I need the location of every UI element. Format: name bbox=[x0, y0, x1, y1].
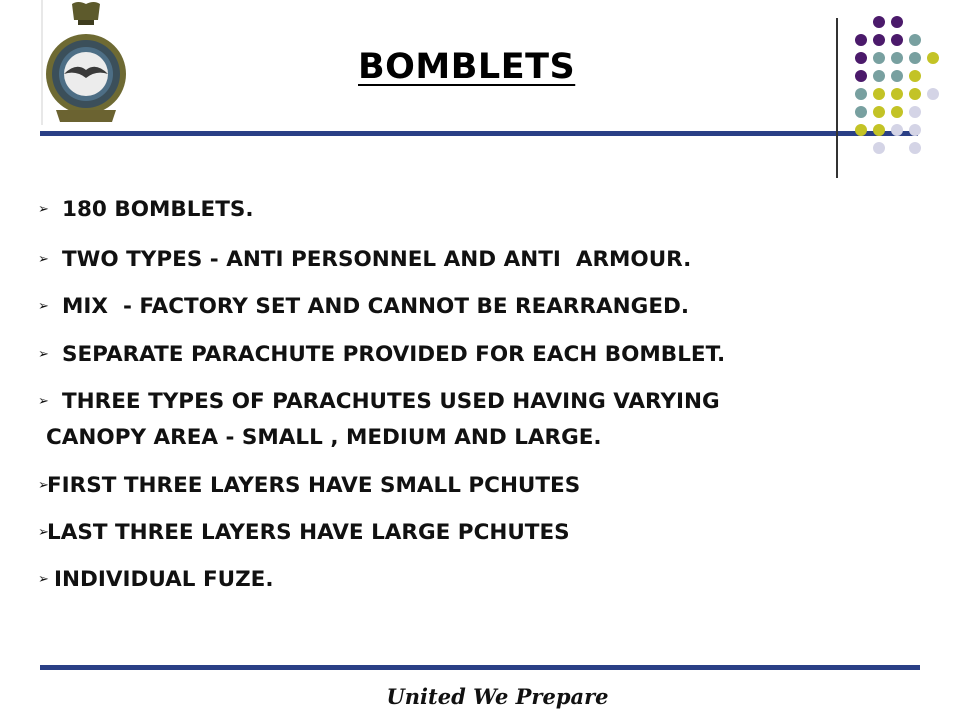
footer-motto: United We Prepare bbox=[386, 684, 609, 709]
decorative-dot-grid-icon bbox=[850, 10, 940, 160]
bullet-text: CANOPY AREA - SMALL , MEDIUM AND LARGE. bbox=[46, 425, 602, 450]
footer-rule bbox=[40, 665, 920, 670]
bullet-text: THREE TYPES OF PARACHUTES USED HAVING VARYING bbox=[62, 389, 720, 414]
college-crest-logo-icon bbox=[38, 0, 134, 125]
arrow-bullet-icon: ➢ bbox=[38, 572, 49, 587]
arrow-bullet-icon: ➢ bbox=[38, 394, 49, 409]
bullet-text: FIRST THREE LAYERS HAVE SMALL PCHUTES bbox=[47, 473, 581, 498]
bullet-text: INDIVIDUAL FUZE. bbox=[54, 567, 274, 592]
header-rule bbox=[40, 131, 918, 136]
arrow-bullet-icon: ➢ bbox=[38, 525, 49, 540]
arrow-bullet-icon: ➢ bbox=[38, 299, 49, 314]
bullet-text: TWO TYPES - ANTI PERSONNEL AND ANTI ARMOUR. bbox=[62, 247, 692, 272]
bullet-text: LAST THREE LAYERS HAVE LARGE PCHUTES bbox=[47, 520, 570, 545]
arrow-bullet-icon: ➢ bbox=[38, 347, 49, 362]
bullet-text: SEPARATE PARACHUTE PROVIDED FOR EACH BOMBLET. bbox=[62, 342, 726, 367]
arrow-bullet-icon: ➢ bbox=[38, 478, 49, 493]
decorative-vertical-line bbox=[836, 18, 838, 178]
bullet-text: MIX - FACTORY SET AND CANNOT BE REARRANGED. bbox=[62, 294, 690, 319]
bullet-text: 180 BOMBLETS. bbox=[62, 197, 254, 222]
arrow-bullet-icon: ➢ bbox=[38, 202, 49, 217]
arrow-bullet-icon: ➢ bbox=[38, 252, 49, 267]
slide-title: BOMBLETS bbox=[358, 47, 576, 87]
